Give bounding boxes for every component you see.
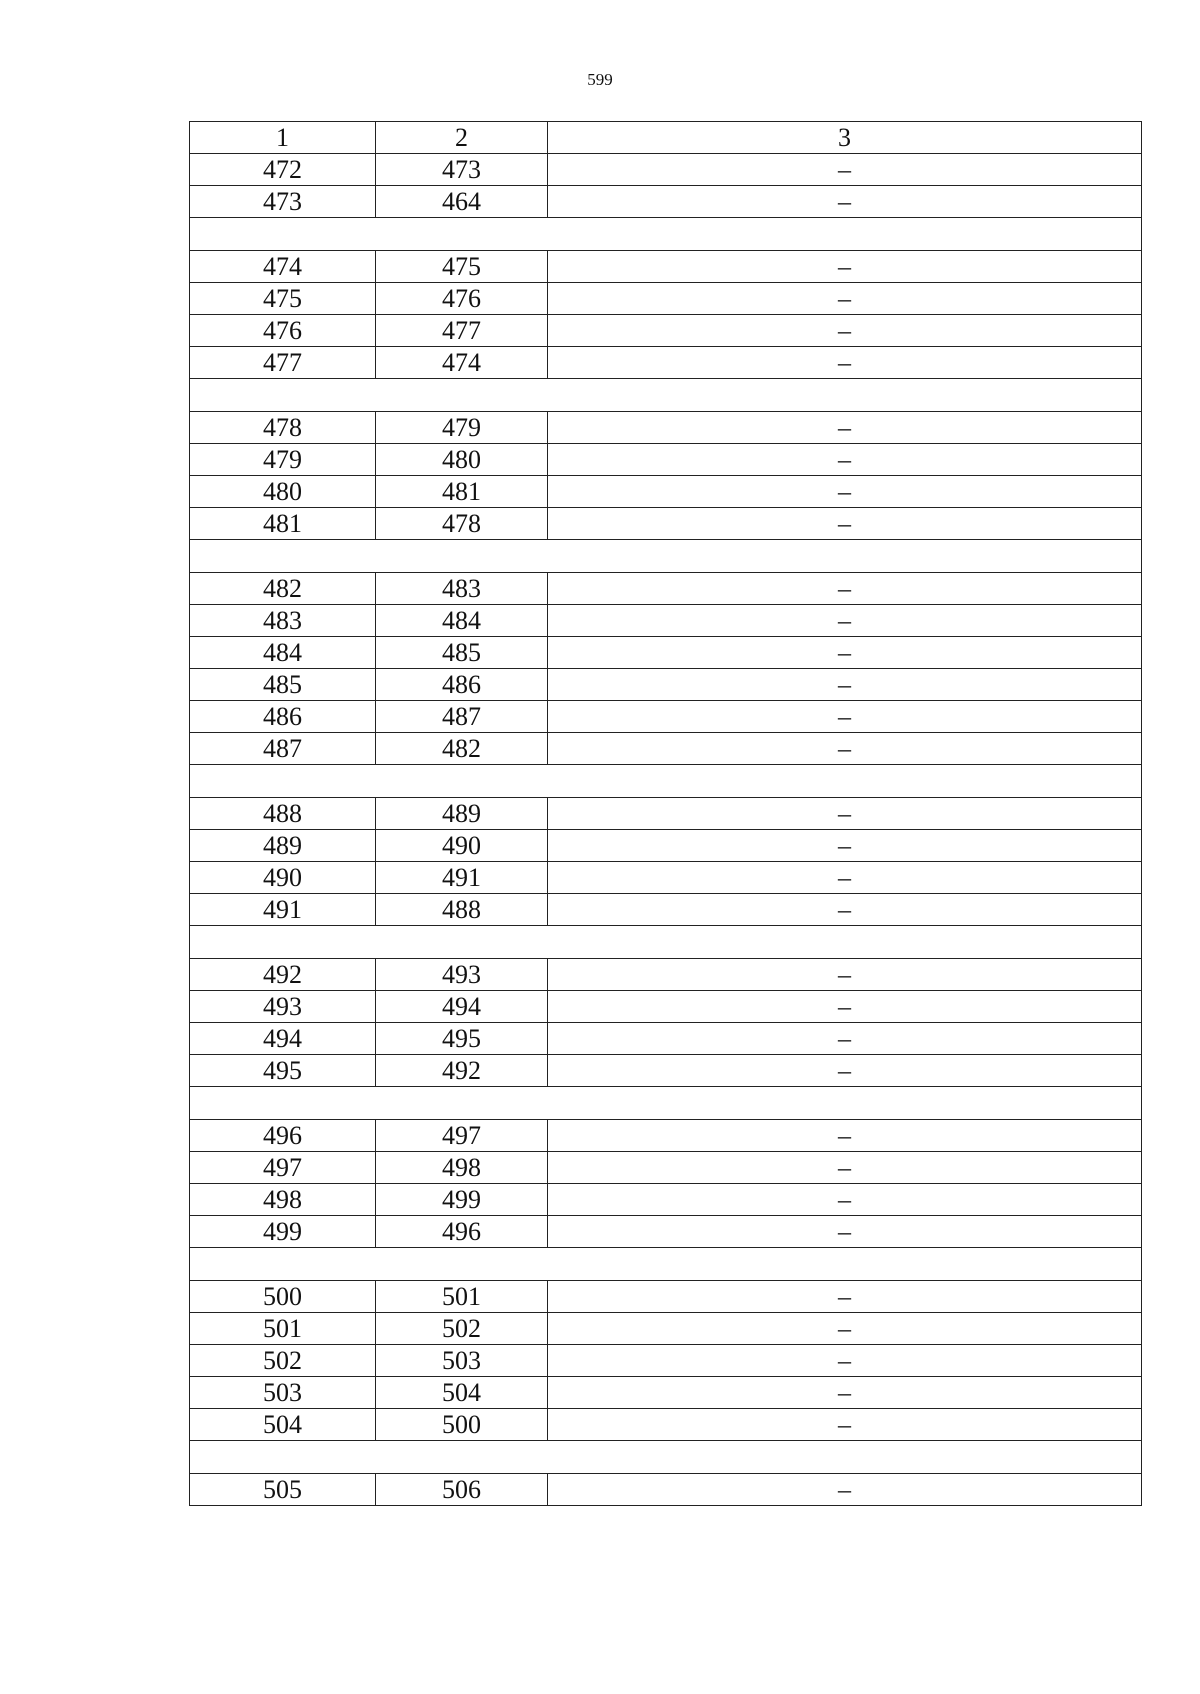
table-row: [190, 733, 1142, 765]
table-cell-col-3: –: [548, 508, 1142, 540]
group-separator-row: [190, 218, 1142, 251]
table-row: [190, 605, 1142, 637]
table-row: [190, 186, 1142, 218]
table-cell-col-2: 477: [376, 315, 548, 347]
table-cell-col-2: 483: [376, 573, 548, 605]
table-cell-col-2: 506: [376, 1474, 548, 1506]
table-cell-col-3: –: [548, 798, 1142, 830]
table-cell-col-1: 491: [190, 894, 376, 926]
table-cell-col-1: 488: [190, 798, 376, 830]
table-cell-col-1: 499: [190, 1216, 376, 1248]
table-cell-col-2: 487: [376, 701, 548, 733]
table-cell-col-2: 489: [376, 798, 548, 830]
table-cell-col-2: 488: [376, 894, 548, 926]
table-cell-col-2: 501: [376, 1281, 548, 1313]
table-cell-col-3: –: [548, 1377, 1142, 1409]
table-row: [190, 154, 1142, 186]
table-cell-col-3: –: [548, 283, 1142, 315]
table-cell-col-1: 477: [190, 347, 376, 379]
table-cell-col-1: 494: [190, 1023, 376, 1055]
table-cell-col-2: 464: [376, 186, 548, 218]
table-row: [190, 1281, 1142, 1313]
table-cell-col-1: 504: [190, 1409, 376, 1441]
table-cell-col-1: 479: [190, 444, 376, 476]
table-cell-col-3: –: [548, 154, 1142, 186]
table-row: [190, 1345, 1142, 1377]
table-row: [190, 251, 1142, 283]
group-separator-row: [190, 1248, 1142, 1281]
table-cell-col-3: –: [548, 186, 1142, 218]
group-separator-cell: [190, 218, 1142, 251]
group-separator-cell: [190, 540, 1142, 573]
table-cell-col-3: –: [548, 251, 1142, 283]
table-cell-col-1: 484: [190, 637, 376, 669]
table-row: [190, 1023, 1142, 1055]
group-separator-cell: [190, 1087, 1142, 1120]
table-row: [190, 1120, 1142, 1152]
table-cell-col-1: 501: [190, 1313, 376, 1345]
table-cell-col-2: 474: [376, 347, 548, 379]
table-cell-col-2: 498: [376, 1152, 548, 1184]
table-cell-col-3: –: [548, 959, 1142, 991]
table-cell-col-3: –: [548, 637, 1142, 669]
table-cell-col-2: 495: [376, 1023, 548, 1055]
table-row: [190, 1409, 1142, 1441]
group-separator-cell: [190, 379, 1142, 412]
table-cell-col-3: –: [548, 412, 1142, 444]
table-cell-col-1: 503: [190, 1377, 376, 1409]
group-separator-row: [190, 765, 1142, 798]
table-header-row: [190, 122, 1142, 154]
table-row: [190, 412, 1142, 444]
table-cell-col-2: 500: [376, 1409, 548, 1441]
table-cell-col-2: 502: [376, 1313, 548, 1345]
data-table: [189, 121, 1142, 1506]
table-cell-col-1: 490: [190, 862, 376, 894]
group-separator-cell: [190, 1441, 1142, 1474]
column-header-1: 1: [190, 122, 376, 154]
column-header-2: 2: [376, 122, 548, 154]
table-cell-col-3: –: [548, 605, 1142, 637]
table-body: [190, 122, 1142, 1506]
table-cell-col-2: 479: [376, 412, 548, 444]
group-separator-row: [190, 379, 1142, 412]
table-row: [190, 894, 1142, 926]
table-cell-col-2: 485: [376, 637, 548, 669]
table-cell-col-3: –: [548, 476, 1142, 508]
group-separator-row: [190, 540, 1142, 573]
table-cell-col-3: –: [548, 669, 1142, 701]
table-cell-col-1: 472: [190, 154, 376, 186]
table-cell-col-1: 502: [190, 1345, 376, 1377]
table-row: [190, 1313, 1142, 1345]
table-cell-col-2: 493: [376, 959, 548, 991]
table-cell-col-3: –: [548, 1216, 1142, 1248]
group-separator-cell: [190, 1248, 1142, 1281]
table-cell-col-1: 475: [190, 283, 376, 315]
column-header-3: 3: [548, 122, 1142, 154]
table-cell-col-2: 473: [376, 154, 548, 186]
table-cell-col-1: 480: [190, 476, 376, 508]
table-row: [190, 476, 1142, 508]
table-cell-col-3: –: [548, 347, 1142, 379]
table-row: [190, 283, 1142, 315]
table-cell-col-2: 482: [376, 733, 548, 765]
table-cell-col-2: 490: [376, 830, 548, 862]
table-cell-col-2: 492: [376, 1055, 548, 1087]
table-cell-col-2: 496: [376, 1216, 548, 1248]
table-cell-col-1: 505: [190, 1474, 376, 1506]
table-cell-col-3: –: [548, 1055, 1142, 1087]
table-cell-col-3: –: [548, 573, 1142, 605]
table-cell-col-1: 500: [190, 1281, 376, 1313]
table-cell-col-1: 476: [190, 315, 376, 347]
table-cell-col-3: –: [548, 444, 1142, 476]
table-cell-col-3: –: [548, 862, 1142, 894]
table-cell-col-2: 480: [376, 444, 548, 476]
table-row: [190, 991, 1142, 1023]
table-cell-col-3: –: [548, 733, 1142, 765]
table-cell-col-3: –: [548, 1313, 1142, 1345]
table-row: [190, 508, 1142, 540]
table-row: [190, 830, 1142, 862]
table-row: [190, 1377, 1142, 1409]
table-cell-col-2: 476: [376, 283, 548, 315]
table-cell-col-3: –: [548, 1184, 1142, 1216]
table-cell-col-3: –: [548, 1409, 1142, 1441]
table-row: [190, 1055, 1142, 1087]
table-cell-col-3: –: [548, 1281, 1142, 1313]
table-cell-col-1: 478: [190, 412, 376, 444]
table-cell-col-2: 484: [376, 605, 548, 637]
table-cell-col-2: 486: [376, 669, 548, 701]
group-separator-row: [190, 926, 1142, 959]
page-number: 599: [587, 70, 613, 89]
table-cell-col-3: –: [548, 894, 1142, 926]
table-row: [190, 862, 1142, 894]
table-cell-col-1: 474: [190, 251, 376, 283]
table-cell-col-2: 494: [376, 991, 548, 1023]
table-cell-col-1: 486: [190, 701, 376, 733]
table-cell-col-2: 499: [376, 1184, 548, 1216]
table-cell-col-1: 498: [190, 1184, 376, 1216]
table-row: [190, 315, 1142, 347]
table-row: [190, 347, 1142, 379]
table-cell-col-1: 485: [190, 669, 376, 701]
table-cell-col-2: 504: [376, 1377, 548, 1409]
table-row: [190, 1216, 1142, 1248]
group-separator-cell: [190, 926, 1142, 959]
table-row: [190, 669, 1142, 701]
table-cell-col-3: –: [548, 1152, 1142, 1184]
group-separator-cell: [190, 765, 1142, 798]
table-cell-col-1: 492: [190, 959, 376, 991]
table-cell-col-2: 475: [376, 251, 548, 283]
table-row: [190, 1152, 1142, 1184]
table-cell-col-1: 495: [190, 1055, 376, 1087]
table-cell-col-1: 487: [190, 733, 376, 765]
table-cell-col-2: 491: [376, 862, 548, 894]
table-cell-col-1: 496: [190, 1120, 376, 1152]
table-cell-col-3: –: [548, 1474, 1142, 1506]
table-cell-col-1: 489: [190, 830, 376, 862]
table-cell-col-1: 493: [190, 991, 376, 1023]
table-row: [190, 637, 1142, 669]
group-separator-row: [190, 1441, 1142, 1474]
table-cell-col-2: 497: [376, 1120, 548, 1152]
table-cell-col-3: –: [548, 1120, 1142, 1152]
table-cell-col-3: –: [548, 1023, 1142, 1055]
table-cell-col-1: 481: [190, 508, 376, 540]
table-cell-col-3: –: [548, 1345, 1142, 1377]
table-row: [190, 1474, 1142, 1506]
table-row: [190, 701, 1142, 733]
table-cell-col-1: 482: [190, 573, 376, 605]
table-cell-col-1: 473: [190, 186, 376, 218]
table-row: [190, 798, 1142, 830]
table-cell-col-3: –: [548, 991, 1142, 1023]
table-cell-col-2: 503: [376, 1345, 548, 1377]
table-row: [190, 959, 1142, 991]
group-separator-row: [190, 1087, 1142, 1120]
table-cell-col-3: –: [548, 315, 1142, 347]
table-row: [190, 444, 1142, 476]
table-row: [190, 1184, 1142, 1216]
table-row: [190, 573, 1142, 605]
table-cell-col-1: 483: [190, 605, 376, 637]
table-cell-col-2: 481: [376, 476, 548, 508]
table-cell-col-1: 497: [190, 1152, 376, 1184]
table-cell-col-3: –: [548, 830, 1142, 862]
table-cell-col-3: –: [548, 701, 1142, 733]
table-cell-col-2: 478: [376, 508, 548, 540]
